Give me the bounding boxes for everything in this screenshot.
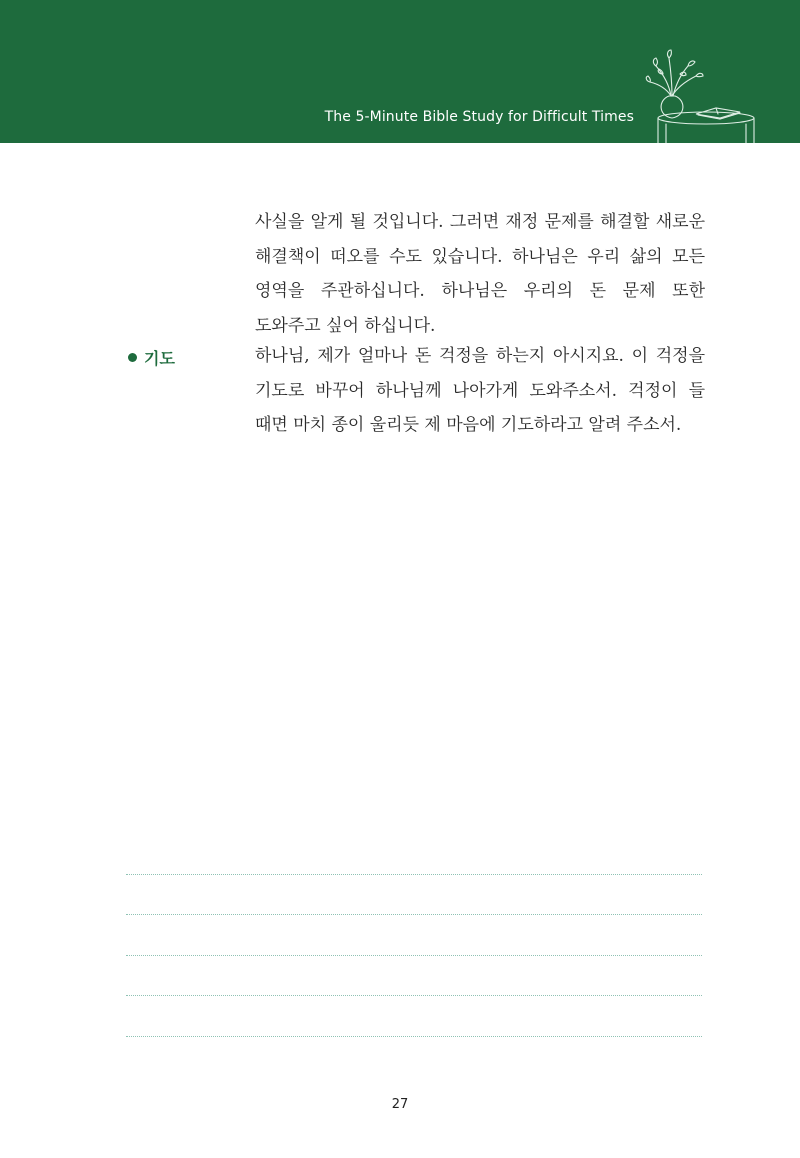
note-line <box>126 874 702 875</box>
note-line <box>126 955 702 956</box>
body-paragraph: 사실을 알게 될 것입니다. 그러면 재정 문제를 해결할 새로운 해결책이 떠오를 수도 있습니다. 하나님은 우리 삶의 모든 영역을 주관하십니다. 하나님은 우리의 돈 문제 또한 도와주고 싶어 하십니다. <box>255 212 705 336</box>
page-number: 27 <box>391 1097 409 1112</box>
bullet-icon <box>128 353 137 362</box>
prayer-section-label <box>128 346 175 369</box>
book-title: The 5-Minute Bible Study for Difficult Times <box>324 109 634 125</box>
prayer-label-text: 기도 <box>144 349 175 368</box>
prayer-paragraph: 하나님, 제가 얼마나 돈 걱정을 하는지 아시지요. 이 걱정을 기도로 바꾸어 하나님께 나아가게 도와주소서. 걱정이 들 때면 마치 종이 울리듯 제 마음에 기도하라고 알려 주소서. <box>255 346 705 435</box>
note-line <box>126 995 702 996</box>
note-line <box>126 1036 702 1037</box>
vase-and-book-on-table-icon <box>636 40 756 143</box>
note-line <box>126 914 702 915</box>
